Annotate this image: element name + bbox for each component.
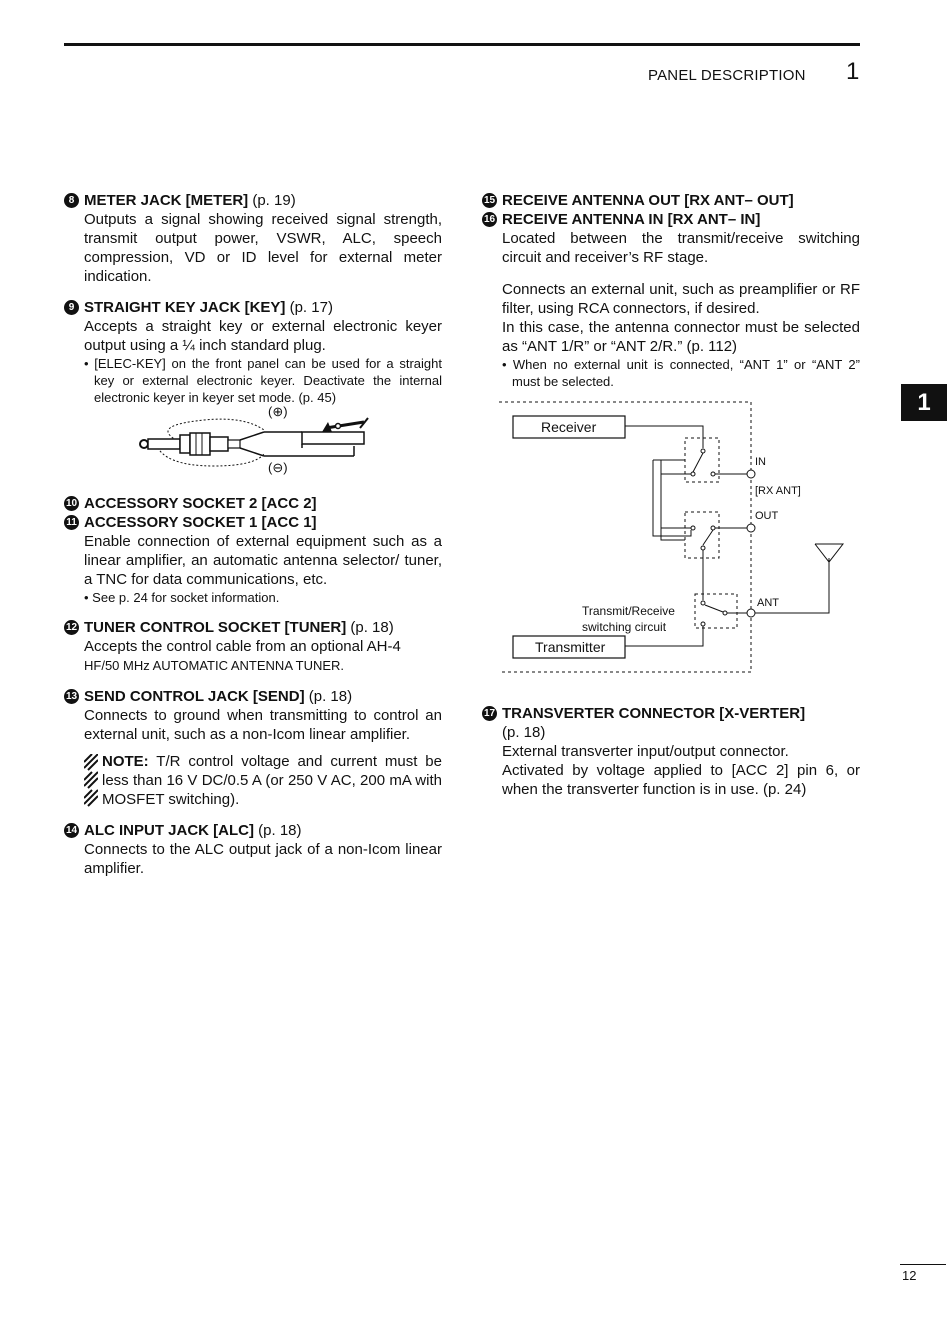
page-ref: (p. 17) [285,299,333,316]
plus-label: (⊕) [268,404,288,419]
item-title: TUNER CONTROL SOCKET [TUNER] [84,619,347,636]
chapter-number: 1 [846,58,860,85]
item-body: External transverter input/output connector. [502,743,789,760]
item-body: Located between the transmit/receive switching circuit and receiver’s RF stage. [502,230,860,266]
page-ref: (p. 18) [502,724,546,741]
trs-label-2: switching circuit [582,620,667,634]
page-ref: (p. 18) [346,619,394,636]
item-send-jack [64,687,442,809]
note-text: T/R control voltage and current must be less than 16 V DC/0.5 A (or 250 V AC, 200 mA with MOSFET switching). [102,753,442,808]
item-meter-jack [64,191,442,286]
item-alc-jack [64,821,442,878]
item-title: TRANSVERTER CONNECTOR [X-VERTER] [502,705,806,722]
item-body-3: In this case, the antenna connector must be selected as “ANT 1/R” or “ANT 2/R.” (p. 112) [502,319,860,355]
item-bullet: • When no external unit is connected, “ANT 1” or “ANT 2” must be selected. [502,357,860,389]
item-body: Accepts the control cable from an optional AH-4 [84,638,401,655]
page-number: 12 [902,1268,917,1283]
item-body: Connects to ground when transmitting to control an external unit, such as a non-Icom linear amplifier. [84,707,442,743]
item-acc-sockets [64,494,442,606]
item-number: 10 [65,498,78,509]
header-rule [64,43,860,46]
item-number: 13 [65,691,78,702]
page-ref: (p. 18) [254,822,302,839]
item-title: ALC INPUT JACK [ALC] [84,822,254,839]
item-number: 9 [64,300,79,315]
item-xverter [482,704,860,799]
rx-ant-label: [RX ANT] [755,485,801,497]
item-number: 12 [65,622,78,633]
item-title: RECEIVE ANTENNA OUT [RX ANT– OUT] [502,192,794,209]
item-number: 15 [483,195,496,206]
note-label: NOTE: [102,753,149,770]
left-column [64,191,442,890]
item-tuner-socket [64,618,442,675]
item-body: Outputs a signal showing received signal strength, transmit output power, VSWR, ALC, speech compression, VD or ID level for external meter indication. [84,211,442,285]
out-label: OUT [755,510,779,522]
transmitter-label: Transmitter [535,639,606,655]
item-body-2: Connects an external unit, such as preamplifier or RF filter, using RCA connectors, if desired. [502,281,860,317]
item-body-2: Activated by voltage applied to [ACC 2] pin 6, or when the transverter function is in use. (p. 24) [502,762,860,798]
item-number: 16 [483,214,496,225]
item-bullet: • [ELEC-KEY] on the front panel can be used for a straight key or external electronic keyer. Deactivate the internal electronic keyer in keyer set mode. (p. 45) [84,356,442,405]
item-rx-ant [482,191,860,390]
trs-label-1: Transmit/Receive [582,604,675,618]
item-number: 17 [483,708,496,719]
item-bullet: • See p. 24 for socket information. [84,590,280,605]
item-title: STRAIGHT KEY JACK [KEY] [84,299,286,316]
item-title: RECEIVE ANTENNA IN [RX ANT– IN] [502,211,761,228]
note-hatch-icon [84,754,98,808]
key-plug-diagram [64,406,442,476]
ant-label: ANT [757,597,779,609]
item-key-jack [64,298,442,476]
rx-ant-circuit [499,400,869,678]
header-title: PANEL DESCRIPTION [648,67,806,84]
page-ref: (p. 18) [304,688,353,705]
item-title: ACCESSORY SOCKET 2 [ACC 2] [84,495,317,512]
page-ref: (p. 19) [248,192,296,209]
chapter-side-tab: 1 [901,384,947,421]
item-number: 14 [65,825,78,836]
item-body-2: HF/50 MHz AUTOMATIC ANTENNA TUNER. [84,658,345,673]
item-number: 11 [64,515,79,530]
right-column [482,191,860,811]
item-number: 8 [64,193,79,208]
in-label: IN [755,456,766,468]
note-box [84,752,442,809]
key-plug-drawing [64,406,442,476]
footer-rule [900,1264,946,1265]
item-body: Enable connection of external equipment such as a linear amplifier, an automatic antenna selector/ tuner, a TNC for data communications, etc. [84,533,442,588]
item-title: ACCESSORY SOCKET 1 [ACC 1] [84,514,317,531]
item-body: Accepts a straight key or external electronic keyer output using a ¼ inch standard plug. [84,318,442,354]
receiver-label: Receiver [541,419,597,435]
item-body: Connects to the ALC output jack of a non-Icom linear amplifier. [84,841,442,877]
rx-ant-diagram [499,400,860,678]
item-title: METER JACK [METER] [84,192,249,209]
minus-label: (⊖) [268,460,288,475]
item-title: SEND CONTROL JACK [SEND] [84,688,305,705]
